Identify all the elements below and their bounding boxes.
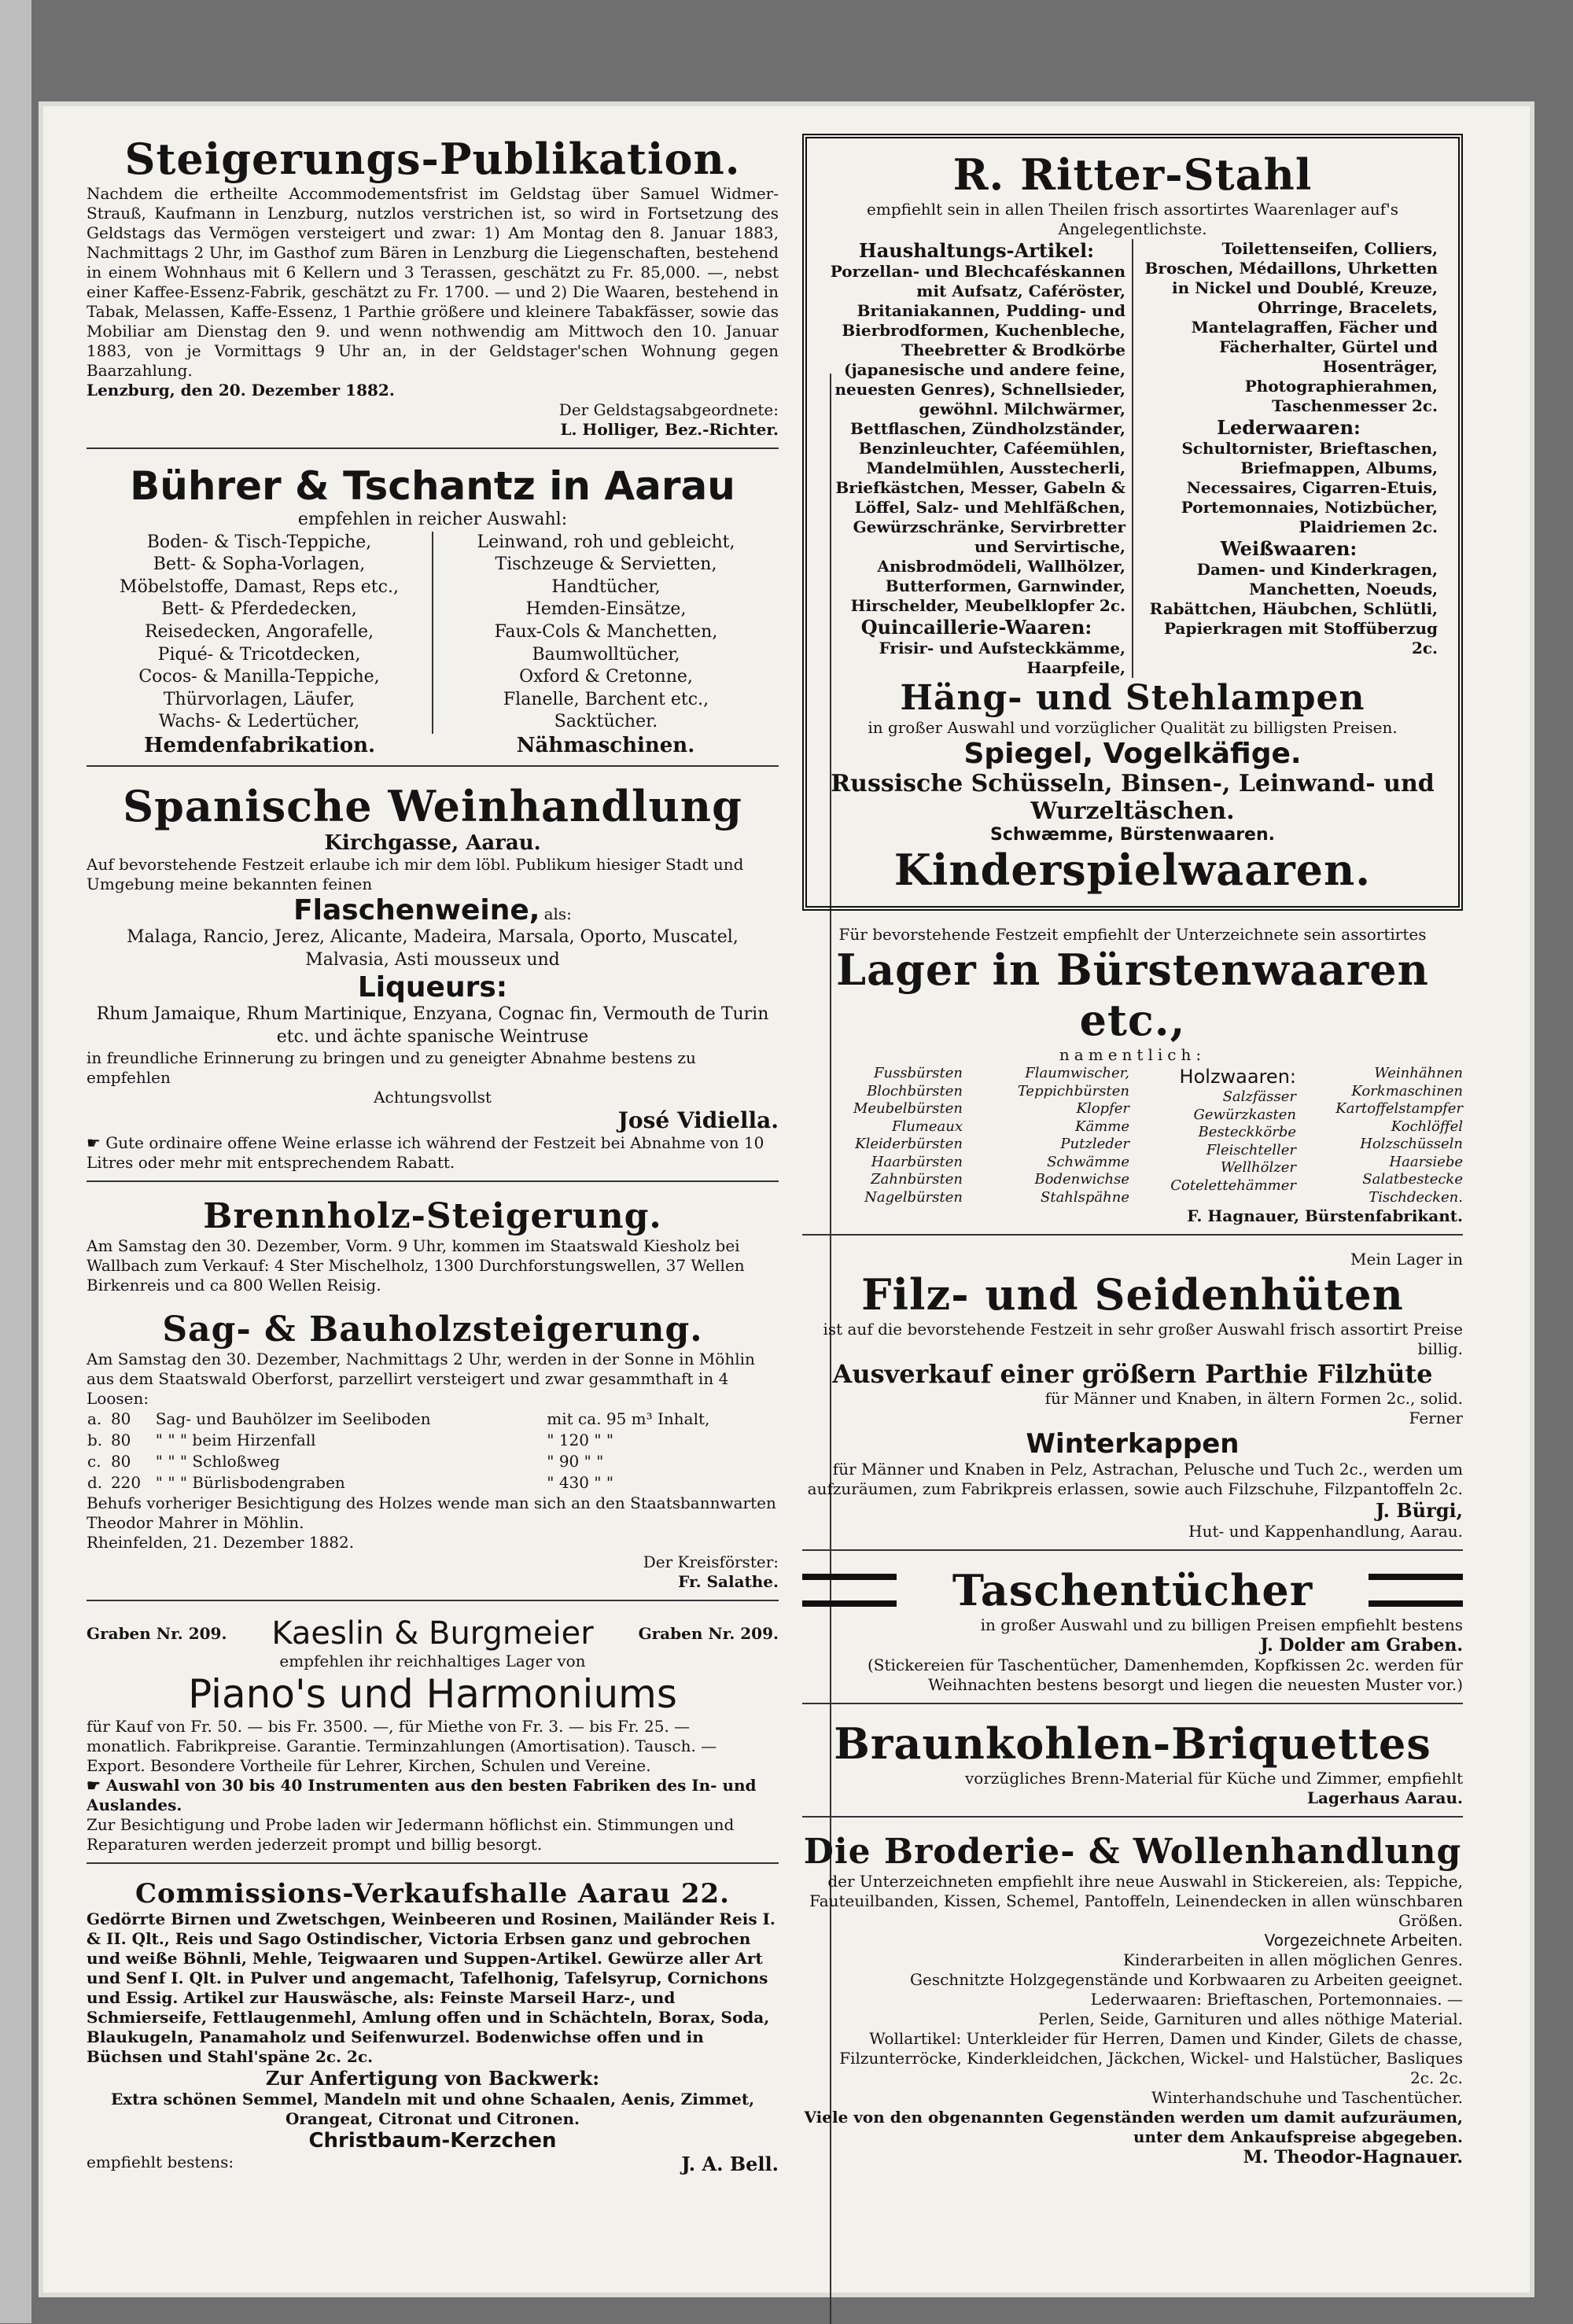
list-item: Klopfer: [1076, 1100, 1129, 1117]
list-item: Vorgezeichnete Arbeiten.: [1264, 1931, 1463, 1950]
list-item: Geschnitzte Holzgegenstände und Korbwaaren zu Arbeiten geeignet.: [910, 1970, 1463, 1989]
wein-closing: in freundliche Erinnerung zu bringen und zu geneigter Abnahme bestens zu empfehlen: [87, 1048, 696, 1088]
divider: [802, 1549, 1463, 1551]
list-item: Salzfässer: [1222, 1088, 1296, 1105]
steigerung-signer: L. Holliger, Bez.-Richter.: [560, 420, 779, 439]
lot-count: 80: [110, 1409, 131, 1429]
lampen-text: in großer Auswahl und vorzüglicher Qualität zu billigsten Preisen.: [868, 718, 1398, 737]
lot-desc: " " " beim Hirzenfall: [155, 1431, 316, 1450]
lot-volume: " 430 " ": [547, 1473, 614, 1493]
filz-ausverkauf: Ausverkauf einer größern Parthie Filzhüte: [832, 1359, 1433, 1389]
pianos-auswahl: ☛ Auswahl von 30 bis 40 Instrumenten aus den besten Fabriken des In- und Auslandes.: [87, 1776, 757, 1815]
ad-buehrer: [87, 463, 779, 767]
bauholz-signer-role: Der Kreisförster:: [643, 1552, 779, 1572]
list-item: Putzleder: [1060, 1136, 1129, 1152]
list-item: Wachs- & Ledertücher,: [158, 712, 360, 732]
list-item: Cotelettehämmer: [1170, 1177, 1296, 1194]
lampen-title: Häng- und Stehlampen: [900, 678, 1365, 718]
wein-regards: Achtungsvollst: [374, 1088, 492, 1107]
wein-heading-liqueurs: Liqueurs:: [357, 971, 508, 1004]
broderie-items: [802, 1931, 1463, 2108]
list-item: Wellhölzer: [1220, 1159, 1296, 1176]
list-item: Zahnbürsten: [871, 1171, 963, 1188]
list-item: Bett- & Pferdedecken,: [161, 599, 357, 620]
steigerung-signer-role: Der Geldstagsabgeordnete:: [558, 400, 779, 419]
brennholz-body: Am Samstag den 30. Dezember, Vorm. 9 Uhr, kommen im Staatswald Kiesholz bei Wallbach zum Verkauf: 4 Ster Mischelholz, 1300 Durchforstungswellen, 37 Wellen Birkenreis und ca 800 Wellen Reisig.: [87, 1236, 745, 1295]
ritter-title: R. Ritter-Stahl: [952, 149, 1313, 200]
quincaillerie-title: Quincaillerie-Waaren:: [860, 616, 1092, 639]
bauholz-title: Sag- & Bauholzsteigerung.: [162, 1309, 703, 1350]
list-item: Meubelbürsten: [853, 1100, 963, 1117]
list-item: Korkmaschinen: [1351, 1082, 1463, 1099]
buehrer-footer-left: Hemdenfabrikation.: [143, 733, 376, 757]
ad-filzhuete: [802, 1250, 1463, 1551]
list-item: Flanelle, Barchent etc.,: [503, 689, 709, 709]
list-item: Holzschüsseln: [1360, 1136, 1463, 1152]
taschen-title: Taschentücher: [952, 1565, 1313, 1615]
ad-commissions: [87, 1878, 779, 2175]
wein-location: Kirchgasse, Aarau.: [324, 831, 541, 855]
buehrer-left-list: [87, 532, 432, 734]
divider: [87, 1862, 779, 1864]
commissions-backwerk: Extra schönen Semmel, Mandeln mit und ohne Schaalen, Aenis, Zimmet, Orangeat, Citronat und Citronen.: [110, 2090, 755, 2129]
commissions-empfiehlt: empfiehlt bestens:: [87, 2153, 234, 2172]
steigerung-date: Lenzburg, den 20. Dezember 1882.: [87, 381, 395, 400]
broderie-title: Die Broderie- & Wollenhandlung: [803, 1832, 1462, 1872]
list-item: Reisedecken, Angorafelle,: [144, 621, 374, 642]
buersten-signer: F. Hagnauer, Bürstenfabrikant.: [1187, 1206, 1463, 1225]
list-item: Kleiderbürsten: [855, 1136, 963, 1152]
list-item: Kinderarbeiten in allen möglichen Genres.: [1123, 1950, 1463, 1969]
lot-volume: " 120 " ": [547, 1431, 614, 1450]
bauholz-lots: [87, 1409, 779, 1493]
buehrer-title: Bührer & Tschantz in Aarau: [130, 463, 735, 509]
ad-brennholz: [87, 1196, 779, 1295]
left-column: [87, 134, 779, 2190]
braunkohlen-title: Braunkohlen-Briquettes: [834, 1718, 1431, 1769]
list-item: Winterhandschuhe und Taschentücher.: [1151, 2088, 1463, 2107]
ad-steigerung: [87, 134, 779, 449]
leder-list: Schultornister, Brieftaschen, Briefmappen, Albums, Necessaires, Cigarren-Etuis, Portemonnaies, Notizbücher, Plaidriemen 2c.: [1181, 439, 1438, 536]
ad-ritter: [802, 134, 1463, 911]
lot-id: d.: [87, 1473, 103, 1493]
ritter-right: [1132, 239, 1444, 678]
divider: [802, 1234, 1463, 1236]
ad-taschentuecher: [802, 1565, 1463, 1704]
list-item: Leinwand, roh und gebleicht,: [477, 532, 735, 552]
pianos-address-left: Graben Nr. 209.: [87, 1623, 227, 1643]
list-item: Baumwolltücher,: [532, 644, 680, 665]
broderie-closing: Viele von den obgenannten Gegenständen werden um damit aufzuräumen, unter dem Ankaufspreise abgegeben.: [804, 2108, 1463, 2146]
commissions-kerzchen: Christbaum-Kerzchen: [308, 2129, 557, 2153]
lot-count: 80: [110, 1431, 131, 1450]
lot-desc: " " " Bürlisbodengraben: [155, 1473, 345, 1493]
wein-signer: José Vidiella.: [617, 1107, 779, 1134]
list-item: Flumeaux: [891, 1118, 963, 1135]
decorative-bar: [802, 1574, 897, 1607]
taschen-signer: J. Dolder am Graben.: [1260, 1635, 1463, 1656]
pianos-address-right: Graben Nr. 209.: [638, 1623, 779, 1643]
bauholz-date: Rheinfelden, 21. Dezember 1882.: [87, 1533, 355, 1552]
filz-pretitle: Mein Lager in: [1350, 1250, 1463, 1269]
pianos-body: für Kauf von Fr. 50. — bis Fr. 3500. —, für Miethe von Fr. 3. — bis Fr. 25. — monatlich. Fabrikpreise. Garantie. Terminzahlungen (Amortisation). Tausch. — Export. Besondere Vortheile für Lehrer, Kirchen, Schulen und Vereine.: [87, 1717, 717, 1776]
list-item: Haarsiebe: [1389, 1153, 1463, 1170]
buersten-col4: [1302, 1065, 1463, 1206]
list-item: Besteckkörbe: [1198, 1124, 1296, 1140]
ad-buersten: [802, 925, 1463, 1236]
schwaemme-text: Schwæmme, Bürstenwaaren.: [990, 825, 1275, 845]
divider: [802, 1816, 1463, 1818]
broderie-intro: der Unterzeichneten empfiehlt ihre neue Auswahl in Stickereien, als: Teppiche, Fauteuilbanden, Kissen, Schemel, Pantoffeln, Leinendecken in allen wünschbaren Größen.: [809, 1872, 1463, 1930]
lot-count: 220: [110, 1473, 142, 1493]
commissions-subtitle: Zur Anfertigung von Backwerk:: [265, 2067, 600, 2090]
ad-bauholz: [87, 1309, 779, 1601]
list-item: Schwämme: [1047, 1153, 1129, 1170]
taschen-note: (Stickereien für Taschentücher, Damenhemden, Kopfkissen 2c. werden für Weihnachten bestens besorgt und liegen die neuesten Muster vor.): [867, 1656, 1463, 1694]
list-item: Oxford & Cretonne,: [519, 667, 693, 687]
list-item: Hemden-Einsätze,: [525, 599, 687, 620]
leder-title: Lederwaaren:: [1217, 416, 1361, 439]
brennholz-title: Brennholz-Steigerung.: [203, 1196, 662, 1237]
table-row: [87, 1472, 779, 1493]
pianos-firm: Kaeslin & Burgmeier: [271, 1615, 594, 1652]
list-item: Thürvorlagen, Läufer,: [163, 689, 355, 709]
commissions-body: Gedörrte Birnen und Zwetschgen, Weinbeeren und Rosinen, Mailänder Reis I. & II. Qlt., Reis und Sago Ostindischer, Victoria Erbsen ganz und gebrochen und weiße Böhnli, Mehle, Teigwaaren und Suppen-Artikel. Gewürze aller Art und Senf I. Qlt. in Pulver und angemacht, Tafelhonig, Tafelsyrup, Cornichons und Essig. Artikel zur Hauswäsche, als: Feinste Marseil Harz-, und Schmierseife, Fettlaugenmehl, Amlung offen und in Schächteln, Borax, Soda, Blaukugeln, Panamaholz und Seifenwurzel. Bodenwichse offen und in Büchsen und Stahl'späne 2c. 2c.: [87, 1910, 775, 2067]
table-row: [87, 1409, 779, 1430]
bauholz-intro: Am Samstag den 30. Dezember, Nachmittags 2 Uhr, werden in der Sonne in Möhlin aus dem Staatswald Oberforst, parzellirt versteigert und zwar gesammthaft in 4 Loosen:: [87, 1350, 755, 1409]
list-item: Perlen, Seide, Garnituren und alles nöthige Material.: [1038, 2009, 1463, 2028]
toilette-list: Toilettenseifen, Colliers, Broschen, Médaillons, Uhrketten in Nickel und Doublé, Kreuze, Ohrringe, Bracelets, Mantelagraffen, Fächer und Fächerhalter, Gürtel und Hosenträger, Photographierahmen, Taschenmesser 2c.: [1144, 239, 1438, 415]
ritter-left: [821, 239, 1132, 678]
lot-id: b.: [87, 1431, 103, 1450]
list-item: Bodenwichse: [1034, 1171, 1129, 1188]
filz-body: ist auf die bevorstehende Festzeit in sehr großer Auswahl frisch assortirt Preise billig.: [823, 1320, 1463, 1358]
buersten-grid: [802, 1065, 1463, 1206]
ritter-intro: empfiehlt sein in allen Theilen frisch assortirtes Waarenlager auf's Angelegentlichste.: [867, 200, 1398, 238]
filz-signer-detail: Hut- und Kappenhandlung, Aarau.: [1188, 1522, 1463, 1541]
divider: [87, 1180, 779, 1182]
buersten-col2: [969, 1065, 1129, 1206]
list-item: Kämme: [1075, 1118, 1129, 1135]
wein-heading-flaschen: Flaschenweine,: [293, 893, 540, 926]
commissions-signer: J. A. Bell.: [681, 2153, 779, 2176]
pianos-intro: empfehlen ihr reichhaltiges Lager von: [279, 1652, 586, 1671]
lot-id: c.: [87, 1452, 101, 1471]
filz-kappen-detail: für Männer und Knaben in Pelz, Astrachan, Pelusche und Tuch 2c., werden um aufzuräumen, zum Fabrikpreis erlassen, sowie auch Filzschuhe, Filzpantoffeln 2c.: [807, 1460, 1463, 1498]
list-item: Sacktücher.: [554, 712, 658, 732]
list-item: Möbelstoffe, Damast, Reps etc.,: [120, 576, 399, 597]
lot-count: 80: [110, 1452, 131, 1471]
buersten-col3: [1136, 1065, 1296, 1206]
quincaillerie-list: Frisir- und Aufsteckkämme, Haarpfeile,: [879, 639, 1125, 677]
lot-desc: " " " Schloßweg: [155, 1452, 280, 1471]
wein-title: Spanische Weinhandlung: [123, 780, 742, 831]
pianos-title: Piano's und Harmoniums: [188, 1671, 677, 1718]
wein-list: Malaga, Rancio, Jerez, Alicante, Madeira, Marsala, Oporto, Muscatel, Malvasia, Asti mousseux und: [127, 926, 739, 970]
list-item: Flaumwischer,: [1025, 1065, 1129, 1081]
wein-intro: Auf bevorstehende Festzeit erlaube ich mir dem löbl. Publikum hiesiger Stadt und Umgebung meine bekannten feinen: [87, 854, 744, 893]
holz-title: Holzwaaren:: [1179, 1066, 1296, 1088]
list-item: Nagelbürsten: [864, 1188, 963, 1206]
haushalt-list: Porzellan- und Blechcaféskannen mit Aufsatz, Caféröster, Britaniakannen, Pudding- und Bierbrodformen, Kuchenbleche, Theebretter & Brodkörbe (japanesische und andere feine, neuesten Genres), Schnellsieder, gewöhnl. Milchwärmer, Bettflaschen, Zündholzständer, Benzinleuchter, Caféemühlen, Mandelmühlen, Ausstecherli, Briefkästchen, Messer, Gabeln & Löffel, Salz- und Mehlfäßchen, Gewürzschränke, Servirbretter und Servirtische, Anisbrodmödeli, Wallhölzer, Butterformen, Garnwinder, Hirschelder, Meubelklopfer 2c.: [830, 262, 1125, 615]
list-item: Fleischteller: [1206, 1141, 1296, 1158]
wein-note: ☛ Gute ordinaire offene Weine erlasse ich während der Festzeit bei Abnahme von 10 Litres oder mehr mit entsprechendem Rabatt.: [87, 1133, 764, 1173]
list-item: Kochlöffel: [1391, 1118, 1463, 1135]
buehrer-right-list: [432, 532, 779, 734]
buersten-title: Lager in Bürstenwaaren etc.,: [836, 945, 1429, 1045]
taschen-body: in großer Auswahl und zu billigen Preisen empfiehlt bestens: [980, 1615, 1463, 1634]
commissions-title: Commissions-Verkaufshalle Aarau 22.: [135, 1878, 730, 1910]
lot-volume: mit ca. 95 m³ Inhalt,: [547, 1409, 710, 1429]
list-item: Boden- & Tisch-Teppiche,: [146, 532, 372, 552]
filz-winterkappen: Winterkappen: [1026, 1428, 1240, 1460]
filz-ferner: Ferner: [1409, 1409, 1463, 1427]
divider: [87, 765, 779, 767]
filz-signer: J. Bürgi,: [1376, 1499, 1463, 1522]
braunkohlen-signer: Lagerhaus Aarau.: [1306, 1788, 1463, 1807]
list-item: Wollartikel: Unterkleider für Herren, Damen und Kinder, Gilets de chasse, Filzunterröcke, Kinderkleidchen, Jäckchen, Wickel- und Halstücher, Basliques 2c. 2c.: [839, 2029, 1463, 2087]
ad-weinhandlung: [87, 781, 779, 1182]
list-item: Kartoffelstampfer: [1335, 1100, 1463, 1117]
list-item: Gewürzkasten: [1193, 1106, 1296, 1123]
lot-volume: " 90 " ": [547, 1452, 604, 1471]
list-item: Stahlspähne: [1041, 1188, 1129, 1206]
divider: [802, 1703, 1463, 1704]
lot-desc: Sag- und Bauhölzer im Seeliboden: [155, 1409, 431, 1429]
steigerung-title: Steigerungs-Publikation.: [124, 134, 741, 184]
kinder-title: Kinderspielwaaren.: [893, 845, 1372, 895]
filz-title: Filz- und Seidenhüten: [861, 1269, 1404, 1320]
ad-braunkohlen: [802, 1718, 1463, 1818]
list-item: Faux-Cols & Manchetten,: [494, 621, 718, 642]
liqueurs-list: Rhum Jamaique, Rhum Martinique, Enzyana, Cognac fin, Vermouth de Turin etc. und ächte spanische Weintruse: [96, 1004, 769, 1047]
buehrer-intro: empfehlen in reicher Auswahl:: [297, 510, 568, 529]
ad-pianos: [87, 1615, 779, 1864]
wein-heading-flaschen-suffix: als:: [543, 904, 572, 923]
bauholz-signer: Fr. Salathe.: [678, 1572, 779, 1592]
buersten-intro: Für bevorstehende Festzeit empfiehlt der Unterzeichnete sein assortirtes: [838, 925, 1427, 944]
filz-ausverkauf-detail: für Männer und Knaben, in ältern Formen 2c., solid.: [1044, 1389, 1463, 1408]
table-row: [87, 1430, 779, 1451]
list-item: Salatbestecke: [1362, 1171, 1463, 1188]
spiegel-text: Spiegel, Vogelkäfige.: [963, 738, 1302, 770]
broderie-signer: M. Theodor-Hagnauer.: [1243, 2147, 1463, 2167]
list-item: Weinhähnen: [1374, 1065, 1463, 1081]
braunkohlen-body: vorzügliches Brenn-Material für Küche und Zimmer, empfiehlt: [965, 1769, 1463, 1788]
weiss-list: Damen- und Kinderkragen, Manchetten, Noeuds, Rabättchen, Häubchen, Schlütli, Papierkragen mit Stoffüberzug 2c.: [1149, 560, 1438, 657]
list-item: Teppichbürsten: [1017, 1082, 1129, 1099]
divider: [87, 447, 779, 449]
list-item: Handtücher,: [551, 576, 661, 597]
divider: [87, 1600, 779, 1601]
haushalt-title: Haushaltungs-Artikel:: [859, 239, 1094, 262]
buersten-namentlich: namentlich:: [1059, 1045, 1206, 1064]
list-item: Bett- & Sopha-Vorlagen,: [153, 554, 366, 575]
list-item: Blochbürsten: [867, 1082, 963, 1099]
ad-broderie: [802, 1832, 1463, 2167]
schuesseln-text: Russische Schüsseln, Binsen-, Leinwand- und Wurzeltäschen.: [831, 770, 1435, 825]
bauholz-closing: Behufs vorheriger Besichtigung des Holzes wende man sich an den Staatsbannwarten Theodor Mahrer in Möhlin.: [87, 1493, 776, 1533]
list-item: Cocos- & Manilla-Teppiche,: [138, 667, 380, 687]
weiss-title: Weißwaaren:: [1220, 537, 1357, 560]
list-item: Tischdecken.: [1369, 1188, 1463, 1206]
buersten-col1: [802, 1065, 963, 1206]
pianos-closing: Zur Besichtigung und Probe laden wir Jedermann höflichst ein. Stimmungen und Reparaturen werden jederzeit prompt und billig besorgt.: [87, 1815, 735, 1854]
table-row: [87, 1451, 779, 1472]
lot-id: a.: [87, 1409, 102, 1429]
list-item: Haarbürsten: [871, 1153, 963, 1170]
list-item: Tischzeuge & Servietten,: [495, 554, 717, 575]
list-item: Fussbürsten: [874, 1065, 963, 1081]
list-item: Piqué- & Tricotdecken,: [157, 644, 361, 665]
right-column: [802, 134, 1463, 2182]
buehrer-footer-right: Nähmaschinen.: [516, 733, 695, 757]
steigerung-body: Nachdem die ertheilte Accommodementsfrist im Geldstag über Samuel Widmer-Strauß, Kaufmann in Lenzburg, nutzlos verstrichen ist, so wird in Fortsetzung des Geldstags das Vermögen versteigert und zwar: 1) Am Montag den 8. Januar 1883, Nachmittags 2 Uhr, im Gasthof zum Bären in Lenzburg die Liegenschaften, bestehend in einem Wohnhaus mit 6 Kellern und 3 Terassen, geschätzt zu Fr. 85,000. —, nebst einer Kaffee-Essenz-Fabrik, geschätzt zu Fr. 1700. — und 2) Die Waaren, bestehend in Tabak, Melassen, Kaffe-Essenz, 1 Parthie größere und kleinere Tabakfässer, sowie das Mobiliar am Dienstag den 9. und wenn nothwendig am Mittwoch den 10. Januar 1883, von je Vormittags 9 Uhr an, in der Geldstager'schen Wohnung gegen Baarzahlung.: [87, 184, 779, 380]
decorative-bar: [1369, 1574, 1463, 1607]
list-item: Lederwaaren: Brieftaschen, Portemonnaies. —: [1090, 1990, 1463, 2009]
